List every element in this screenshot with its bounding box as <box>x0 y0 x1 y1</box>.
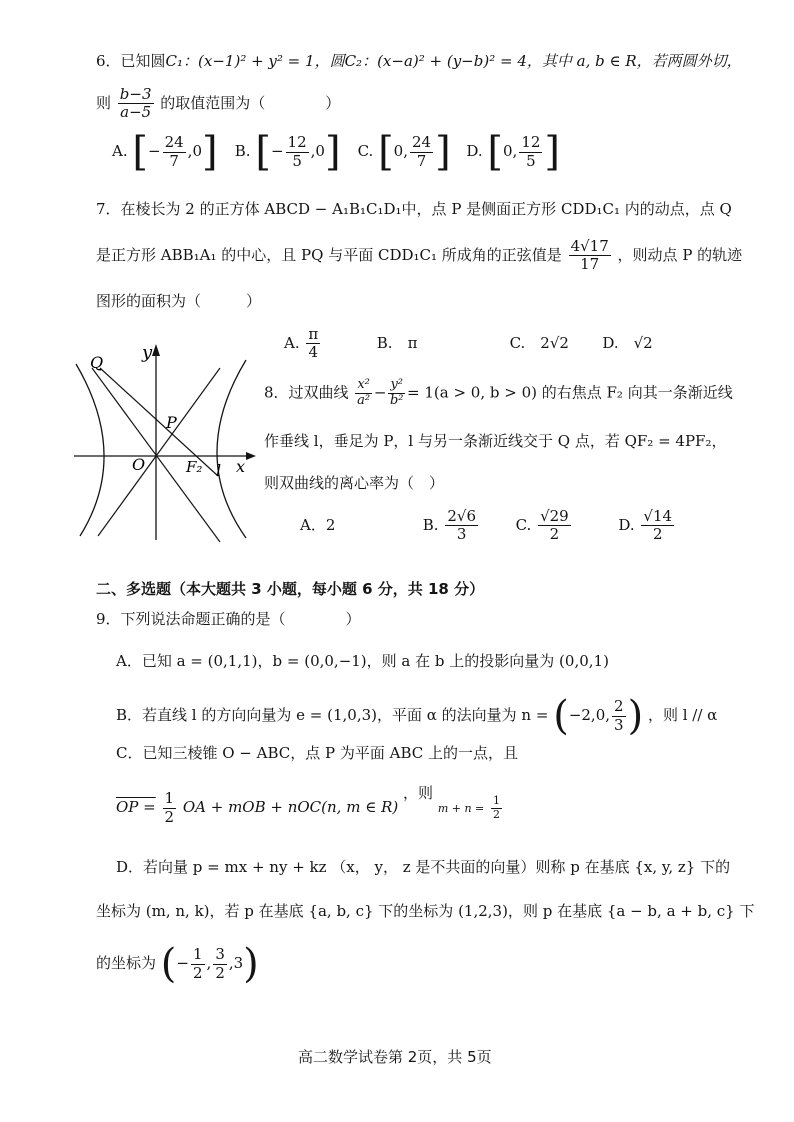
hyperbola-figure <box>70 338 260 544</box>
label-y: y <box>142 342 153 363</box>
q8-options <box>300 508 676 544</box>
q6-prefix: 6．已知圆 <box>96 52 166 70</box>
q9-option-d-line1: D．若向量 p = mx + ny + kz （x， y， z 是不共面的向量）则称 p 在基底 {x, y, z} 下的 <box>116 858 731 876</box>
q7-line2: 是正方形 ABB₁A₁ 的中心，且 PQ 与平面 CDD₁C₁ 所成角的正弦值是 $\frac{4√17}{17}$ ，则动点 P 的轨迹 <box>96 237 743 274</box>
q6-line2-pre: 则 <box>96 93 112 112</box>
q9-option-d-line3: 的坐标为 (− $\frac{1}{2}$ , $\frac{3}{2}$ ,3) <box>96 941 259 987</box>
q6-line1 <box>96 50 742 71</box>
q9-option-c-line2: OP = $\frac{1}{2}$ OA + mOB + nOC(n, m ∈ R) ，则 m + n = $\frac{1}{2}$ <box>116 784 501 826</box>
q9-option-c-line1: C．已知三棱锥 O − ABC，点 P 为平面 ABC 上的一点，且 <box>116 744 519 762</box>
q6-ratio-fraction: $\frac{b-3}{a-5}$ <box>119 85 152 122</box>
q8-line2: 作垂线 l，垂足为 P，l 与另一条渐近线交于 Q 点，若 QF₂ = 4PF₂， <box>264 432 727 450</box>
label-l: l <box>216 461 222 480</box>
q7-line3: 图形的面积为（ ） <box>96 292 262 310</box>
q9-option-d-line2: 坐标为 (m, n, k)，若 p 在基底 {a, b, c} 下的坐标为 (1,2,3)，则 p 在基底 {a − b, a + b, c} 下 <box>96 902 755 920</box>
q7-option-a: A. $\frac{\pi}{4}$ <box>284 325 319 362</box>
q7-options <box>284 326 653 362</box>
q6-option-b: B. [− $\frac{12}{5}$ ,0] <box>234 129 341 175</box>
label-o: O <box>132 455 146 474</box>
q6-option-d: D. [0, $\frac{12}{5}$ ] <box>466 129 561 175</box>
q7-option-c: C. 2√2 <box>509 333 569 352</box>
q6-line2-post: 的取值范围为（ ） <box>160 93 341 112</box>
q8-option-c: C. $\frac{√29}{2}$ <box>515 507 569 544</box>
q6-option-a: A. [− $\frac{24}{7}$ ,0] <box>112 129 218 175</box>
q6-circle2: C₂：(x−a)² + (y−b)² = 4，其中 a, b ∈ R，若两圆外切， <box>344 52 742 70</box>
q6-line2 <box>96 86 340 122</box>
q8-line3: 则双曲线的离心率为（ ） <box>264 474 445 492</box>
q6-options <box>112 129 561 175</box>
label-f2: F₂ <box>186 458 203 476</box>
label-p: P <box>166 413 177 432</box>
q7-option-b: B. π <box>376 333 418 352</box>
q9-option-a: A．已知 a = (0,1,1)，b = (0,0,−1)，则 a 在 b 上的投影向量为 (0,0,1) <box>116 652 609 670</box>
section-heading: 二、多选题（本大题共 3 小题，每小题 6 分，共 18 分） <box>96 580 485 598</box>
q8-line1: 8．过双曲线 $\frac{\text{x²}}{\text{a²}}$ − $\frac{\text{y²}}{\text{b²}}$ = 1(a > 0, b > 0) 的右焦点 F₂ 向其一条渐近线 <box>264 377 733 408</box>
q8-option-b: B. $\frac{2√6}{3}$ <box>422 507 477 544</box>
q6-circle1: C₁：(x−1)² + y² = 1，圆 <box>165 52 345 70</box>
label-q: Q <box>90 353 104 372</box>
label-x: x <box>236 457 246 476</box>
q7-option-d: D. √2 <box>602 333 653 352</box>
q9-option-b: B．若直线 l 的方向向量为 e = (1,0,3)，平面 α 的法向量为 n = (−2,0, $\frac{2}{3}$ ) ，则 l // α <box>116 693 718 739</box>
q7-sine-fraction: $\frac{4√17}{17}$ <box>570 237 609 274</box>
q7-line1: 7．在棱长为 2 的正方体 ABCD − A₁B₁C₁D₁中，点 P 是侧面正方形 CDD₁C₁ 内的动点，点 Q <box>96 200 732 218</box>
q8-option-a: A．2 <box>300 515 336 534</box>
q8-option-d: D. $\frac{√14}{2}$ <box>618 507 673 544</box>
q6-option-c: C. [0, $\frac{24}{7}$ ] <box>357 129 451 175</box>
q9-stem: 9．下列说法命题正确的是（ ） <box>96 610 361 628</box>
page-footer: 高二数学试卷第 2页，共 5页 <box>298 1048 492 1066</box>
